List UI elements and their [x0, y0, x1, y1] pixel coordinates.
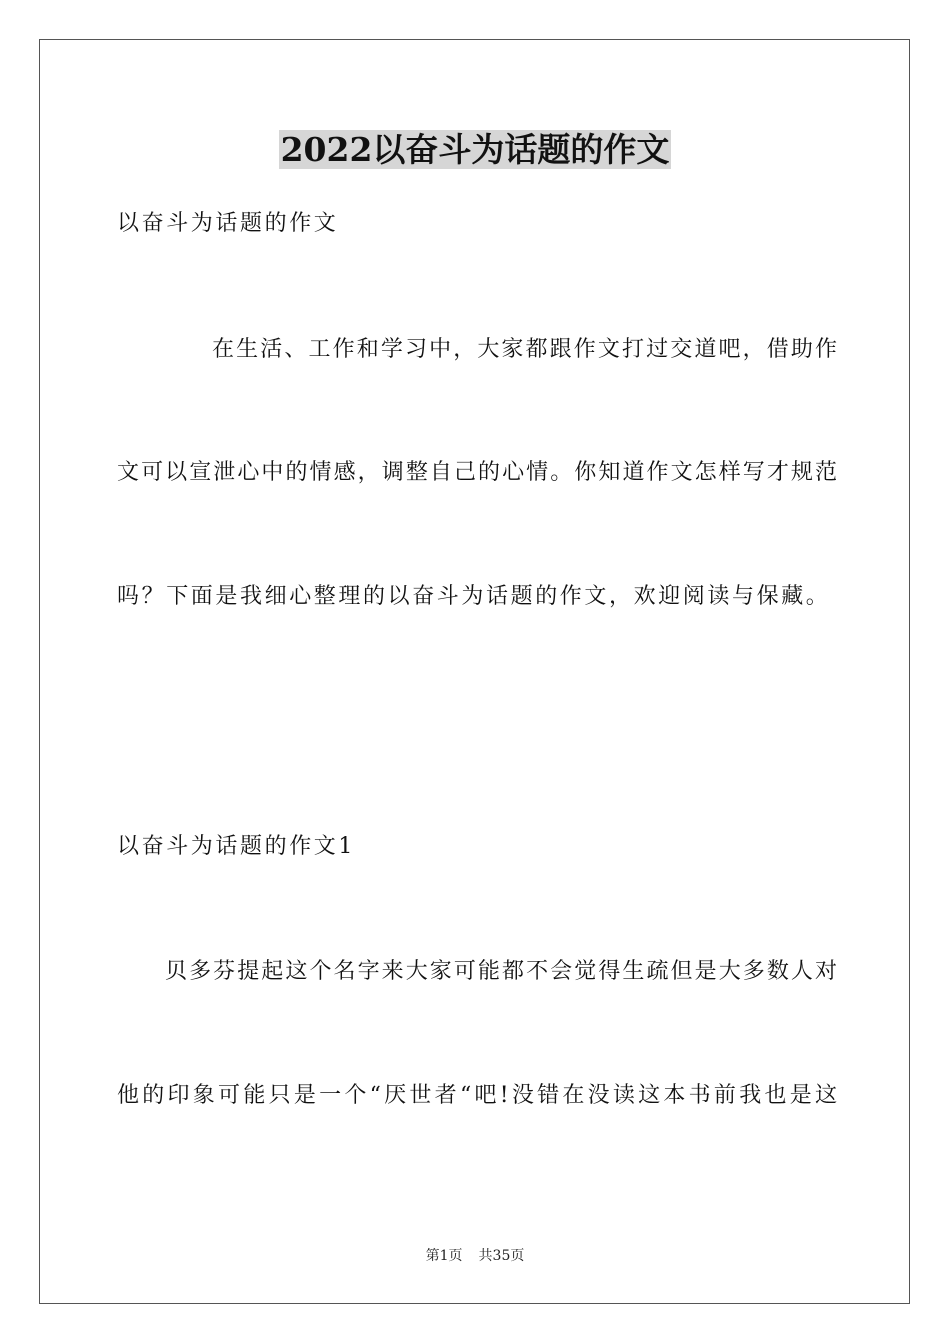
page-total: 共35页 [478, 1248, 525, 1264]
document-title [0, 127, 950, 173]
section-line-2: 他的印象可能只是一个“厌世者“吧!没错在没读这本书前我也是这 [117, 1083, 837, 1108]
intro-line-2: 文可以宣泄心中的情感，调整自己的心情。你知道作文怎样写才规范 [117, 460, 837, 485]
page-footer [0, 1246, 950, 1266]
intro-line-3: 吗？下面是我细心整理的以奋斗为话题的作文，欢迎阅读与保藏。 [117, 584, 831, 609]
section-heading: 以奋斗为话题的作文1 [117, 834, 355, 859]
intro-line-1: 在生活、工作和学习中，大家都跟作文打过交道吧，借助作 [212, 337, 837, 362]
section-line-1: 贝多芬提起这个名字来大家可能都不会觉得生疏但是大多数人对 [165, 959, 837, 984]
page-number: 第1页 [425, 1248, 463, 1264]
document-title-text: 2022以奋斗为话题的作文 [280, 130, 670, 169]
document-subtitle: 以奋斗为话题的作文 [117, 211, 339, 236]
